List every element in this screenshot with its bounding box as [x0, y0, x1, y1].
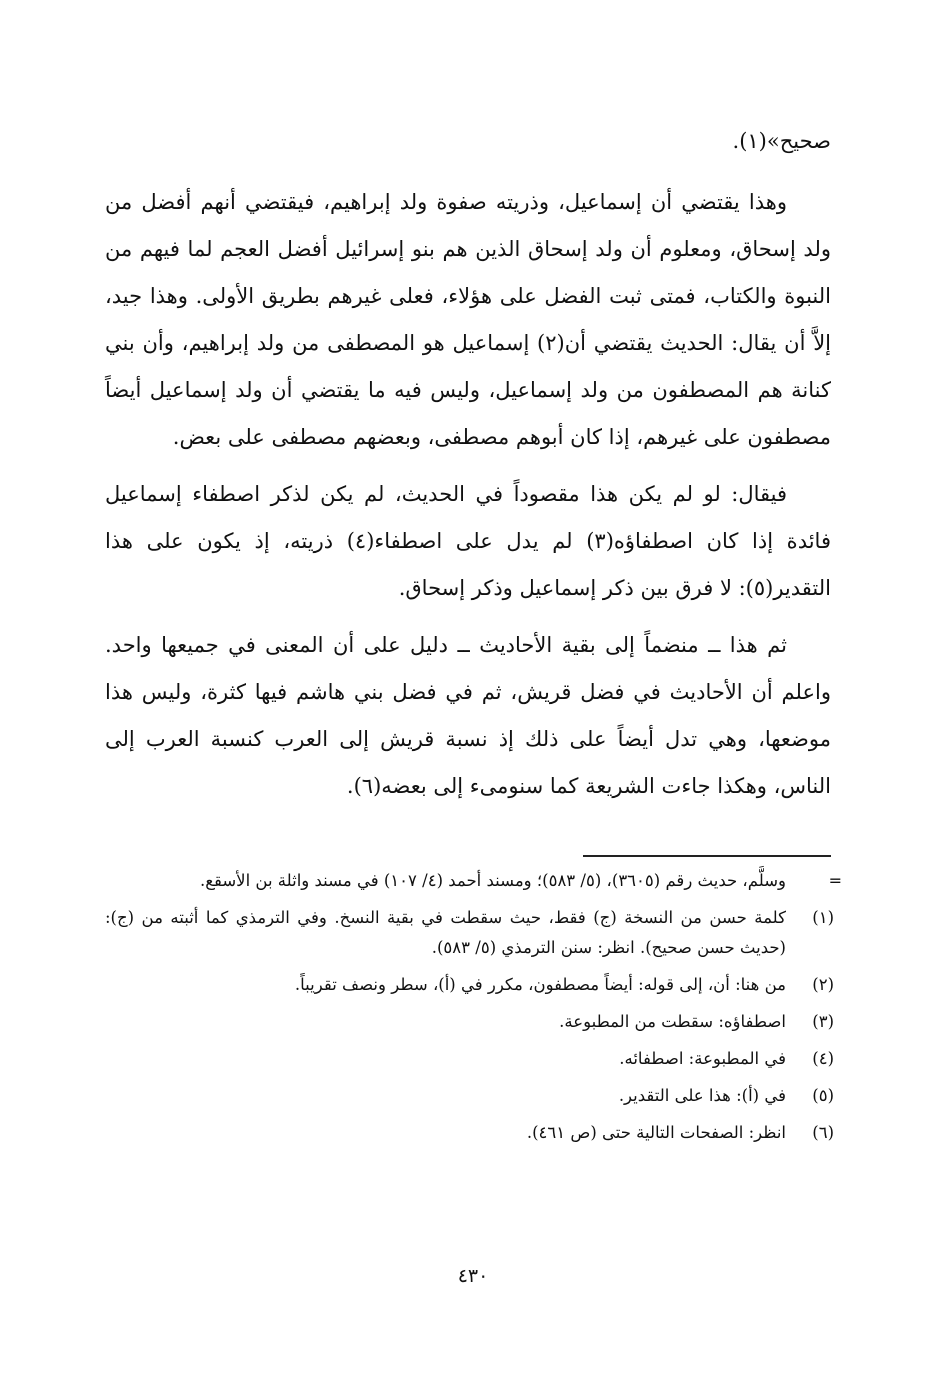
footnote-text: من هنا: أن، إلى قوله: أيضاً مصطفون، مكرر في (أ)، سطر ونصف تقريباً.	[294, 975, 786, 994]
paragraph-closing-quote: صحيح»(١).	[732, 129, 831, 153]
footnote-number: (٢)	[812, 975, 834, 994]
continuation-mark: =	[828, 871, 842, 890]
footnote-item	[105, 970, 834, 1000]
footnote-text: كلمة حسن من النسخة (ج) فقط، حيث سقطت في بقية النسخ. وفي الترمذي كما أثبته من (ج): (حديث حسن صحيح). انظر: سنن الترمذي (٥/ ٥٨٣).	[105, 908, 786, 957]
footnotes-section	[105, 866, 842, 1155]
footnote-continuation	[105, 866, 842, 896]
footnote-text: انظر: الصفحات التالية حتى (ص ٤٦١).	[526, 1123, 786, 1142]
footnote-item	[105, 1081, 834, 1111]
footnote-text: في المطبوعة: اصطفائه.	[619, 1049, 786, 1068]
footnote-number: (٦)	[812, 1123, 834, 1142]
footnote-text: اصطفاؤه: سقطت من المطبوعة.	[559, 1012, 786, 1031]
footnote-text: في (أ): هذا على التقدير.	[618, 1086, 786, 1105]
footnote-continuation-text: وسلَّم، حديث رقم (٣٦٠٥)، (٥/ ٥٨٣)؛ ومسند أحمد (٤/ ١٠٧) في مسند واثلة بن الأسقع.	[199, 871, 786, 890]
page-number: ٤٣٠	[457, 1265, 489, 1287]
paragraph-ismail-superiority: وهذا يقتضي أن إسماعيل، وذريته صفوة ولد إبراهيم، فيقتضي أنهم أفضل من ولد إسحاق، ومعلوم أن ولد إسحاق الذين هم بنو إسرائيل أفضل العجم لما فيهم من النبوة والكتاب، فمتى ثبت الفضل على هؤلاء، فعلى غيرهم بطريق الأولى. وهذا جيد، إلاَّ أن يقال: الحديث يقتضي أن(٢) إسماعيل هو المصطفى من ولد إبراهيم، وأن بني كنانة هم المصطفون من ولد إسماعيل، وليس فيه ما يقتضي أن ولد إسماعيل أيضاً مصطفون على غيرهم، إذا كان أبوهم مصطفى، وبعضهم مصطفى على بعض.	[105, 190, 832, 449]
paragraph-purpose-of-mention: فيقال: لو لم يكن هذا مقصوداً في الحديث، لم يكن لذكر اصطفاء إسماعيل فائدة إذا كان اصطفاؤه(٣) لم يدل على اصطفاء(٤) ذريته، إذ يكون على هذا التقدير(٥): لا فرق بين ذكر إسماعيل وذكر إسحاق.	[105, 482, 831, 600]
footnote-item	[105, 903, 834, 963]
paragraph-other-hadiths: ثم هذا ــ منضماً إلى بقية الأحاديث ــ دليل على أن المعنى في جميعها واحد. واعلم أن الأحاديث في فضل قريش، ثم في فضل بني هاشم فيها كثرة، وليس هذا موضعها، وهي تدل أيضاً على ذلك إذ نسبة قريش إلى العرب كنسبة العرب إلى الناس، وهكذا جاءت الشريعة كما سنومىء إلى بعضه(٦).	[105, 633, 831, 798]
main-text	[105, 118, 831, 820]
footnote-number: (٣)	[812, 1012, 834, 1031]
footnote-item	[105, 1044, 834, 1074]
footnote-number: (١)	[812, 908, 834, 927]
footnote-number: (٥)	[812, 1086, 834, 1105]
footnote-item	[105, 1118, 834, 1148]
footnote-number: (٤)	[812, 1049, 834, 1068]
footnote-divider	[583, 855, 831, 857]
footnote-item	[105, 1007, 834, 1037]
